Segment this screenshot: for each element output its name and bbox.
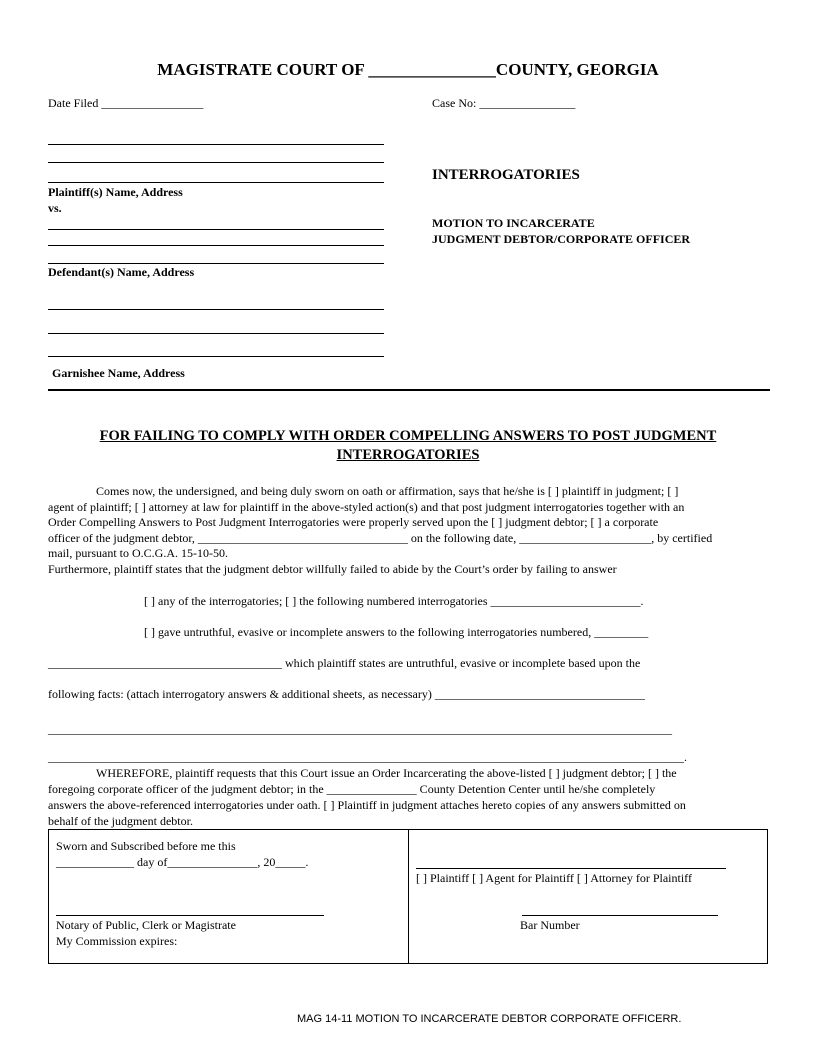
motion-title-line-1: MOTION TO INCARCERATE [432, 216, 595, 230]
affidavit-line-4: officer of the judgment debtor, ___________________________________ on the following date, ______________________, by certified [48, 531, 713, 545]
wherefore-line-2: foregoing corporate officer of the judgment debtor; in the _______________ County Detention Center until he/she completely [48, 782, 656, 796]
case-number-field[interactable]: Case No: ________________ [432, 96, 576, 110]
garnishee-line-1[interactable] [48, 309, 384, 310]
caption-divider [48, 389, 770, 391]
court-title: MAGISTRATE COURT OF _______________COUNTY, GEORGIA [157, 60, 659, 79]
sworn-date-field[interactable]: _____________ day of_______________, 20_____. [56, 855, 309, 869]
garnishee-line-3[interactable] [48, 356, 384, 357]
bar-number-line[interactable] [522, 915, 718, 916]
defendant-line-1[interactable] [48, 229, 384, 230]
vs-label: vs. [48, 201, 62, 215]
plaintiff-line-1[interactable] [48, 144, 384, 145]
commission-expires-label[interactable]: My Commission expires: [56, 934, 178, 948]
garnishee-line-2[interactable] [48, 333, 384, 334]
affidavit-line-1: Comes now, the undersigned, and being duly sworn on oath or affirmation, says that he/she is [ ] plaintiff in judgment; [ ] [96, 484, 679, 498]
signer-role-options[interactable]: [ ] Plaintiff [ ] Agent for Plaintiff [ ] Attorney for Plaintiff [416, 871, 692, 885]
untruthful-basis-line[interactable]: _______________________________________ which plaintiff states are untruthful, evasive or incomplete based upon the [48, 656, 641, 670]
signature-box-divider [408, 830, 409, 963]
date-filed-field[interactable]: Date Filed _________________ [48, 96, 204, 110]
interrogatories-title: INTERROGATORIES [432, 167, 580, 183]
section-heading-line-2: INTERROGATORIES [336, 447, 480, 463]
motion-title-line-2: JUDGMENT DEBTOR/CORPORATE OFFICER [432, 232, 691, 246]
affidavit-line-3: Order Compelling Answers to Post Judgment Interrogatories were properly served upon the [ ] judgment debtor; [ ] a corporate [48, 515, 659, 529]
affidavit-line-5: mail, pursuant to O.C.G.A. 15-10-50. [48, 546, 228, 560]
affidavit-line-2: agent of plaintiff; [ ] attorney at law for plaintiff in the above-styled action(s) and that post judgment interrogatories together with an [48, 500, 685, 514]
facts-blank-line-1[interactable]: ________________________________________________________________________________________________________ [48, 722, 672, 736]
plaintiff-line-3[interactable] [48, 182, 384, 183]
affidavit-line-6: Furthermore, plaintiff states that the judgment debtor willfully failed to abide by the Court’s order by failing to answer [48, 562, 617, 576]
notary-label: Notary of Public, Clerk or Magistrate [56, 918, 236, 932]
garnishee-label: Garnishee Name, Address [52, 366, 185, 380]
defendant-label: Defendant(s) Name, Address [48, 265, 195, 279]
signer-signature-line[interactable] [416, 868, 726, 869]
defendant-line-3[interactable] [48, 263, 384, 264]
notary-signature-line[interactable] [56, 915, 324, 916]
option-untruthful-answers[interactable]: [ ] gave untruthful, evasive or incomplete answers to the following interrogatories numbered, _________ [144, 625, 649, 639]
facts-blank-line-2[interactable]: __________________________________________________________________________________________________________. [48, 750, 687, 764]
section-heading-line-1: FOR FAILING TO COMPLY WITH ORDER COMPELLING ANSWERS TO POST JUDGMENT [99, 428, 717, 444]
signature-box [48, 829, 768, 964]
bar-number-label: Bar Number [520, 918, 580, 932]
sworn-subscribed-label: Sworn and Subscribed before me this [56, 839, 236, 853]
wherefore-line-3: answers the above-referenced interrogatories under oath. [ ] Plaintiff in judgment attaches hereto copies of any answers submitted on [48, 798, 686, 812]
wherefore-line-4: behalf of the judgment debtor. [48, 814, 193, 828]
plaintiff-line-2[interactable] [48, 162, 384, 163]
wherefore-line-1: WHEREFORE, plaintiff requests that this Court issue an Order Incarcerating the above-listed [ ] judgment debtor; [ ] the [96, 766, 677, 780]
option-failed-to-answer[interactable]: [ ] any of the interrogatories; [ ] the following numbered interrogatories _________________________. [144, 594, 644, 608]
form-id-footer: MAG 14-11 MOTION TO INCARCERATE DEBTOR CORPORATE OFFICERR. [297, 1013, 682, 1025]
plaintiff-label: Plaintiff(s) Name, Address [48, 185, 183, 199]
defendant-line-2[interactable] [48, 245, 384, 246]
following-facts-line[interactable]: following facts: (attach interrogatory answers & additional sheets, as necessary) ___________________________________ [48, 687, 645, 701]
